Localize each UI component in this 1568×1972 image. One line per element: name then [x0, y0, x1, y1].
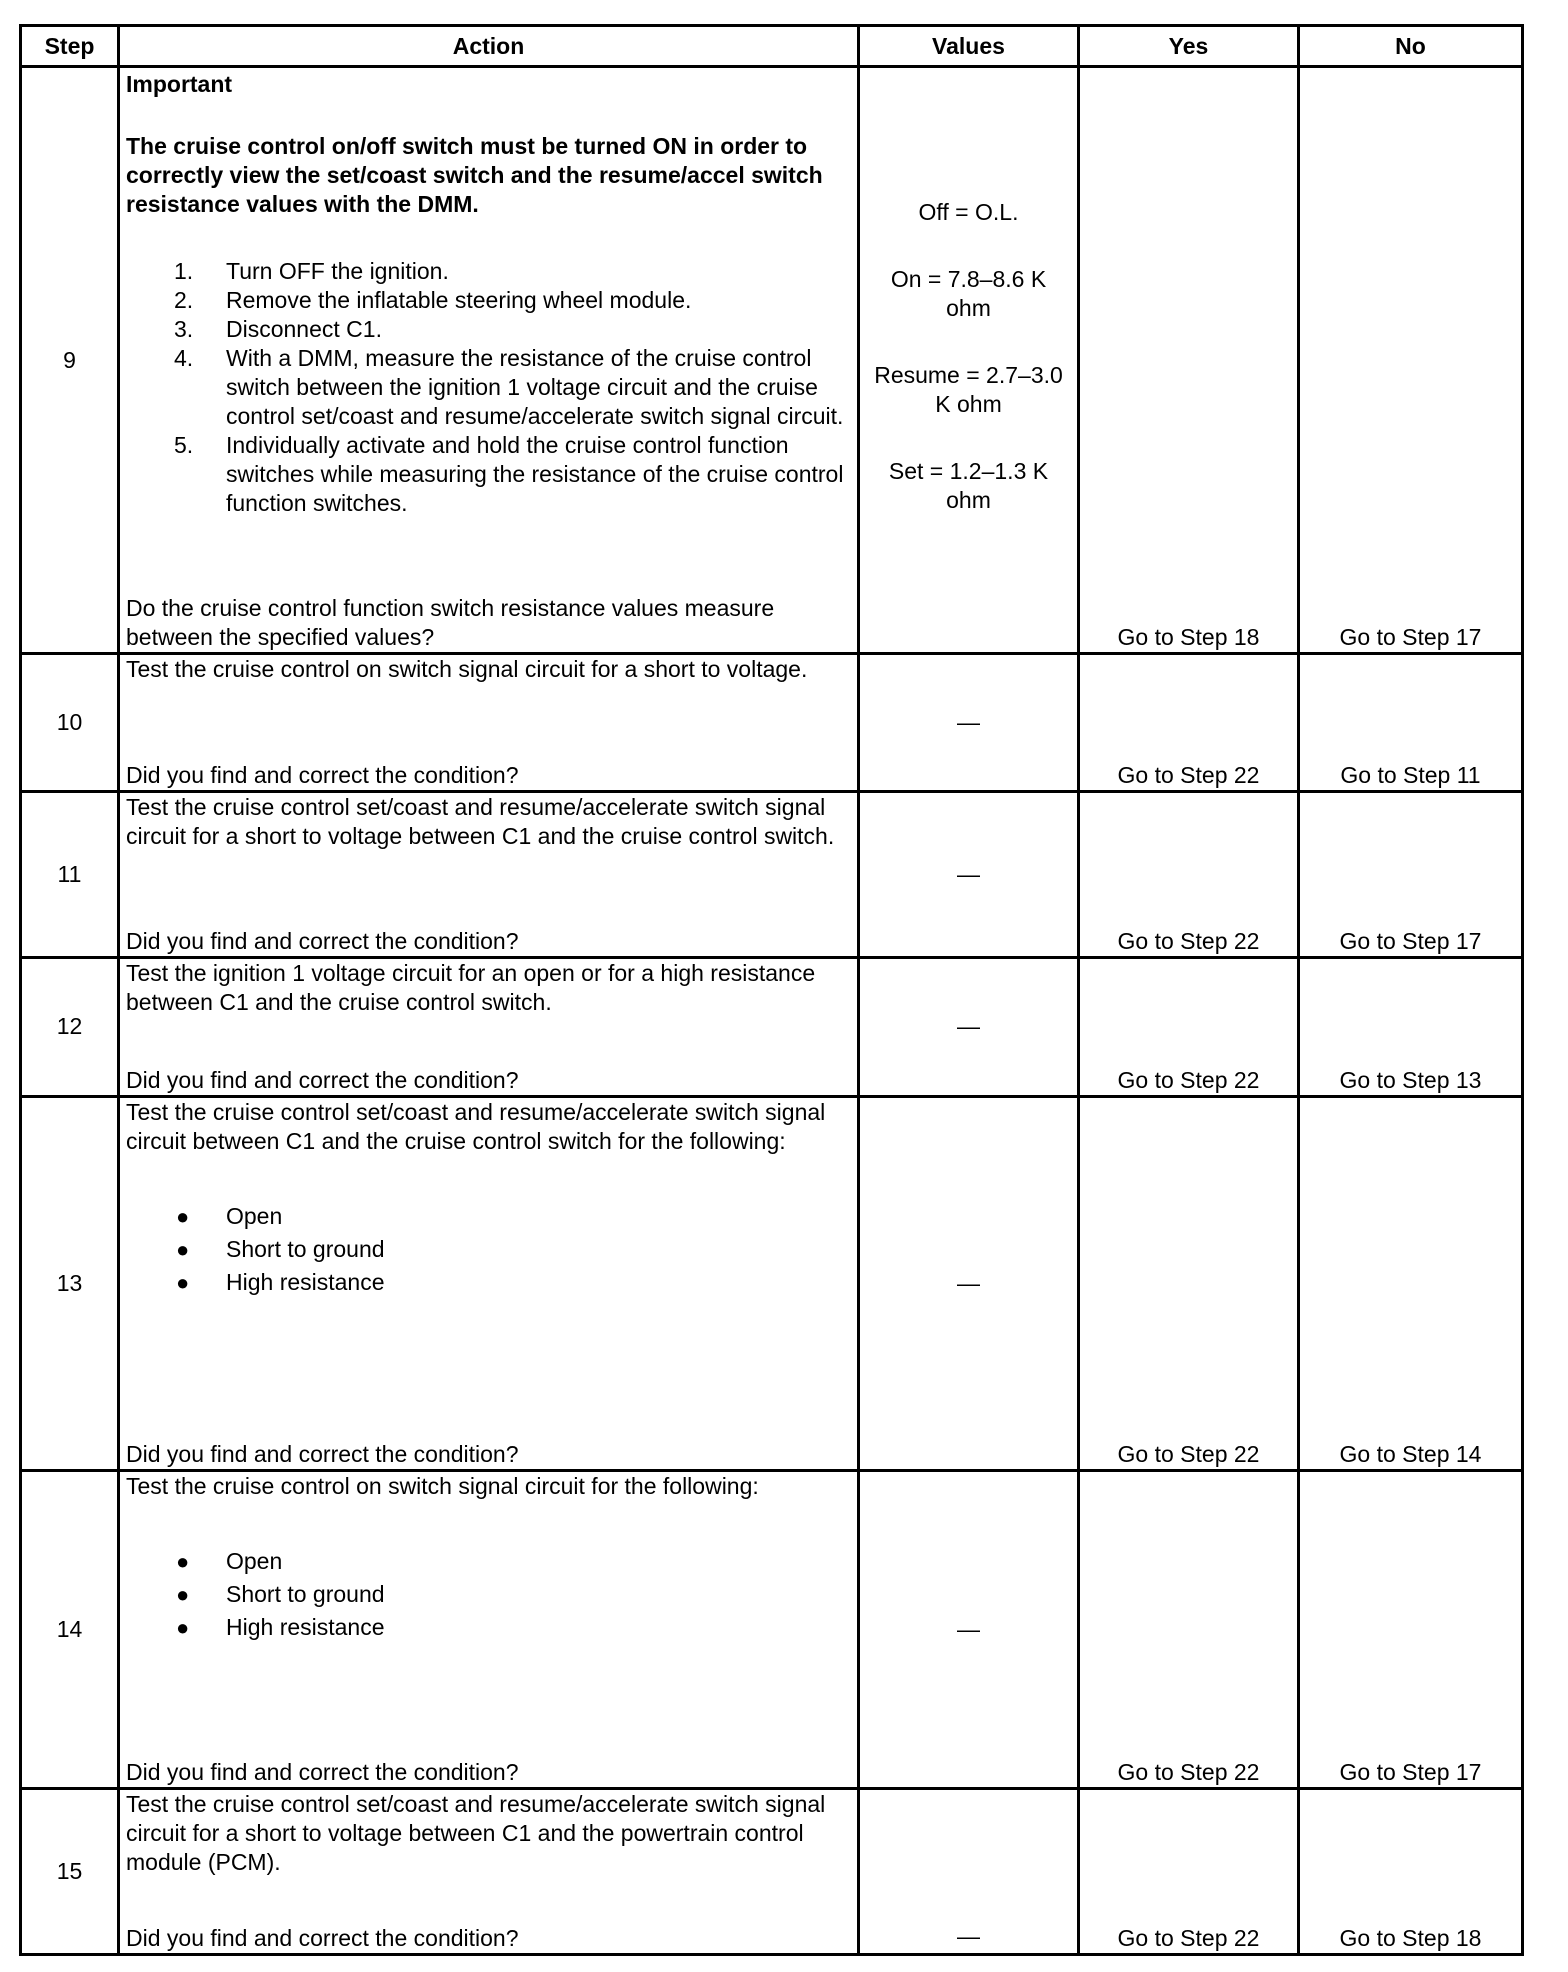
header-step: Step [21, 26, 119, 67]
list-item: 1. Turn OFF the ignition. [174, 258, 449, 284]
question-text: Did you find and correct the condition? [126, 762, 519, 789]
no-cell: Go to Step 11 [1299, 654, 1523, 792]
step-number: 13 [21, 1096, 119, 1470]
action-cell [119, 1470, 859, 1788]
values-cell: — [859, 1470, 1079, 1788]
action-text: Test the cruise control set/coast and resume/accelerate switch signal circuit between C1 and the cruise control switch for the following: [126, 1098, 826, 1154]
values-cell: — [859, 654, 1079, 792]
action-text: Test the cruise control on switch signal circuit for a short to voltage. [126, 656, 808, 683]
important-label: Important [126, 71, 233, 97]
important-text: The cruise control on/off switch must be turned ON in order to correctly view the set/coast switch and the resume/accel switch resistance values with the DMM. [126, 133, 823, 217]
table-row [21, 654, 1523, 792]
value-set: Set = 1.2–1.3 K ohm [888, 458, 1049, 513]
no-cell: Go to Step 13 [1299, 958, 1523, 1096]
step-number: 10 [21, 654, 119, 792]
question-text: Did you find and correct the condition? [126, 1440, 519, 1467]
header-yes: Yes [1079, 26, 1299, 67]
list-item: ● High resistance [176, 1268, 385, 1295]
list-item: 3. Disconnect C1. [174, 316, 382, 342]
values-cell: — [859, 958, 1079, 1096]
action-text: Test the cruise control set/coast and resume/accelerate switch signal circuit for a short to voltage between C1 and the powertrain control module (PCM). [126, 1790, 826, 1875]
yes-cell: Go to Step 18 [1079, 67, 1299, 654]
no-cell: Go to Step 17 [1299, 792, 1523, 958]
yes-cell: Go to Step 22 [1079, 654, 1299, 792]
list-item: 4. With a DMM, measure the resistance of the cruise control switch between the ignition 1 voltage circuit and the cruise control set/coast and resume/accelerate switch signal circuit. [174, 345, 844, 429]
yes-cell: Go to Step 22 [1079, 1470, 1299, 1788]
yes-cell: Go to Step 22 [1079, 1788, 1299, 1954]
table-row [21, 1788, 1523, 1954]
action-cell [119, 958, 859, 1096]
list-item: 5. Individually activate and hold the cruise control function switches while measuring the resistance of the cruise control function switches. [174, 432, 844, 516]
question-text: Do the cruise control function switch resistance values measure between the specified values? [126, 595, 775, 651]
question-text: Did you find and correct the condition? [126, 1758, 519, 1785]
header-values: Values [859, 26, 1079, 67]
action-cell [119, 1788, 859, 1954]
question-text: Did you find and correct the condition? [126, 1066, 519, 1093]
table-row [21, 1096, 1523, 1470]
action-cell [119, 1096, 859, 1470]
step-number: 11 [21, 792, 119, 958]
step-number: 12 [21, 958, 119, 1096]
value-on: On = 7.8–8.6 K ohm [890, 266, 1047, 321]
list-item: ● Open [176, 1202, 283, 1229]
no-cell: Go to Step 18 [1299, 1788, 1523, 1954]
header-row [21, 26, 1523, 67]
table-row [21, 792, 1523, 958]
table-row [21, 1470, 1523, 1788]
question-text: Did you find and correct the condition? [126, 1925, 519, 1951]
action-cell [119, 654, 859, 792]
values-cell: — [859, 1788, 1079, 1954]
list-item: ● High resistance [176, 1613, 385, 1640]
procedure-list [126, 257, 851, 518]
action-cell [119, 67, 859, 654]
step-number: 9 [21, 67, 119, 654]
action-text: Test the ignition 1 voltage circuit for an open or for a high resistance between C1 and the cruise control switch. [126, 960, 816, 1016]
question-text: Did you find and correct the condition? [126, 928, 519, 955]
no-cell: Go to Step 14 [1299, 1096, 1523, 1470]
values-cell [859, 67, 1079, 654]
bullet-list [126, 1202, 851, 1301]
action-cell [119, 792, 859, 958]
values-cell: — [859, 1096, 1079, 1470]
list-item: ● Short to ground [176, 1235, 385, 1262]
no-cell: Go to Step 17 [1299, 1470, 1523, 1788]
yes-cell: Go to Step 22 [1079, 792, 1299, 958]
header-no: No [1299, 26, 1523, 67]
table-row [21, 958, 1523, 1096]
header-action: Action [119, 26, 859, 67]
diagnostic-table [19, 24, 1524, 1956]
no-cell: Go to Step 17 [1299, 67, 1523, 654]
yes-cell: Go to Step 22 [1079, 1096, 1299, 1470]
values-cell: — [859, 792, 1079, 958]
value-off: Off = O.L. [918, 199, 1019, 225]
table-row [21, 67, 1523, 654]
bullet-list [126, 1547, 851, 1646]
action-text: Test the cruise control set/coast and resume/accelerate switch signal circuit for a short to voltage between C1 and the cruise control switch. [126, 794, 835, 850]
yes-cell: Go to Step 22 [1079, 958, 1299, 1096]
step-number: 15 [21, 1788, 119, 1954]
list-item: 2. Remove the inflatable steering wheel module. [174, 287, 692, 313]
list-item: ● Short to ground [176, 1580, 385, 1607]
action-text: Test the cruise control on switch signal circuit for the following: [126, 1472, 759, 1499]
value-resume: Resume = 2.7–3.0 K ohm [874, 362, 1063, 417]
step-number: 14 [21, 1470, 119, 1788]
list-item: ● Open [176, 1547, 283, 1574]
